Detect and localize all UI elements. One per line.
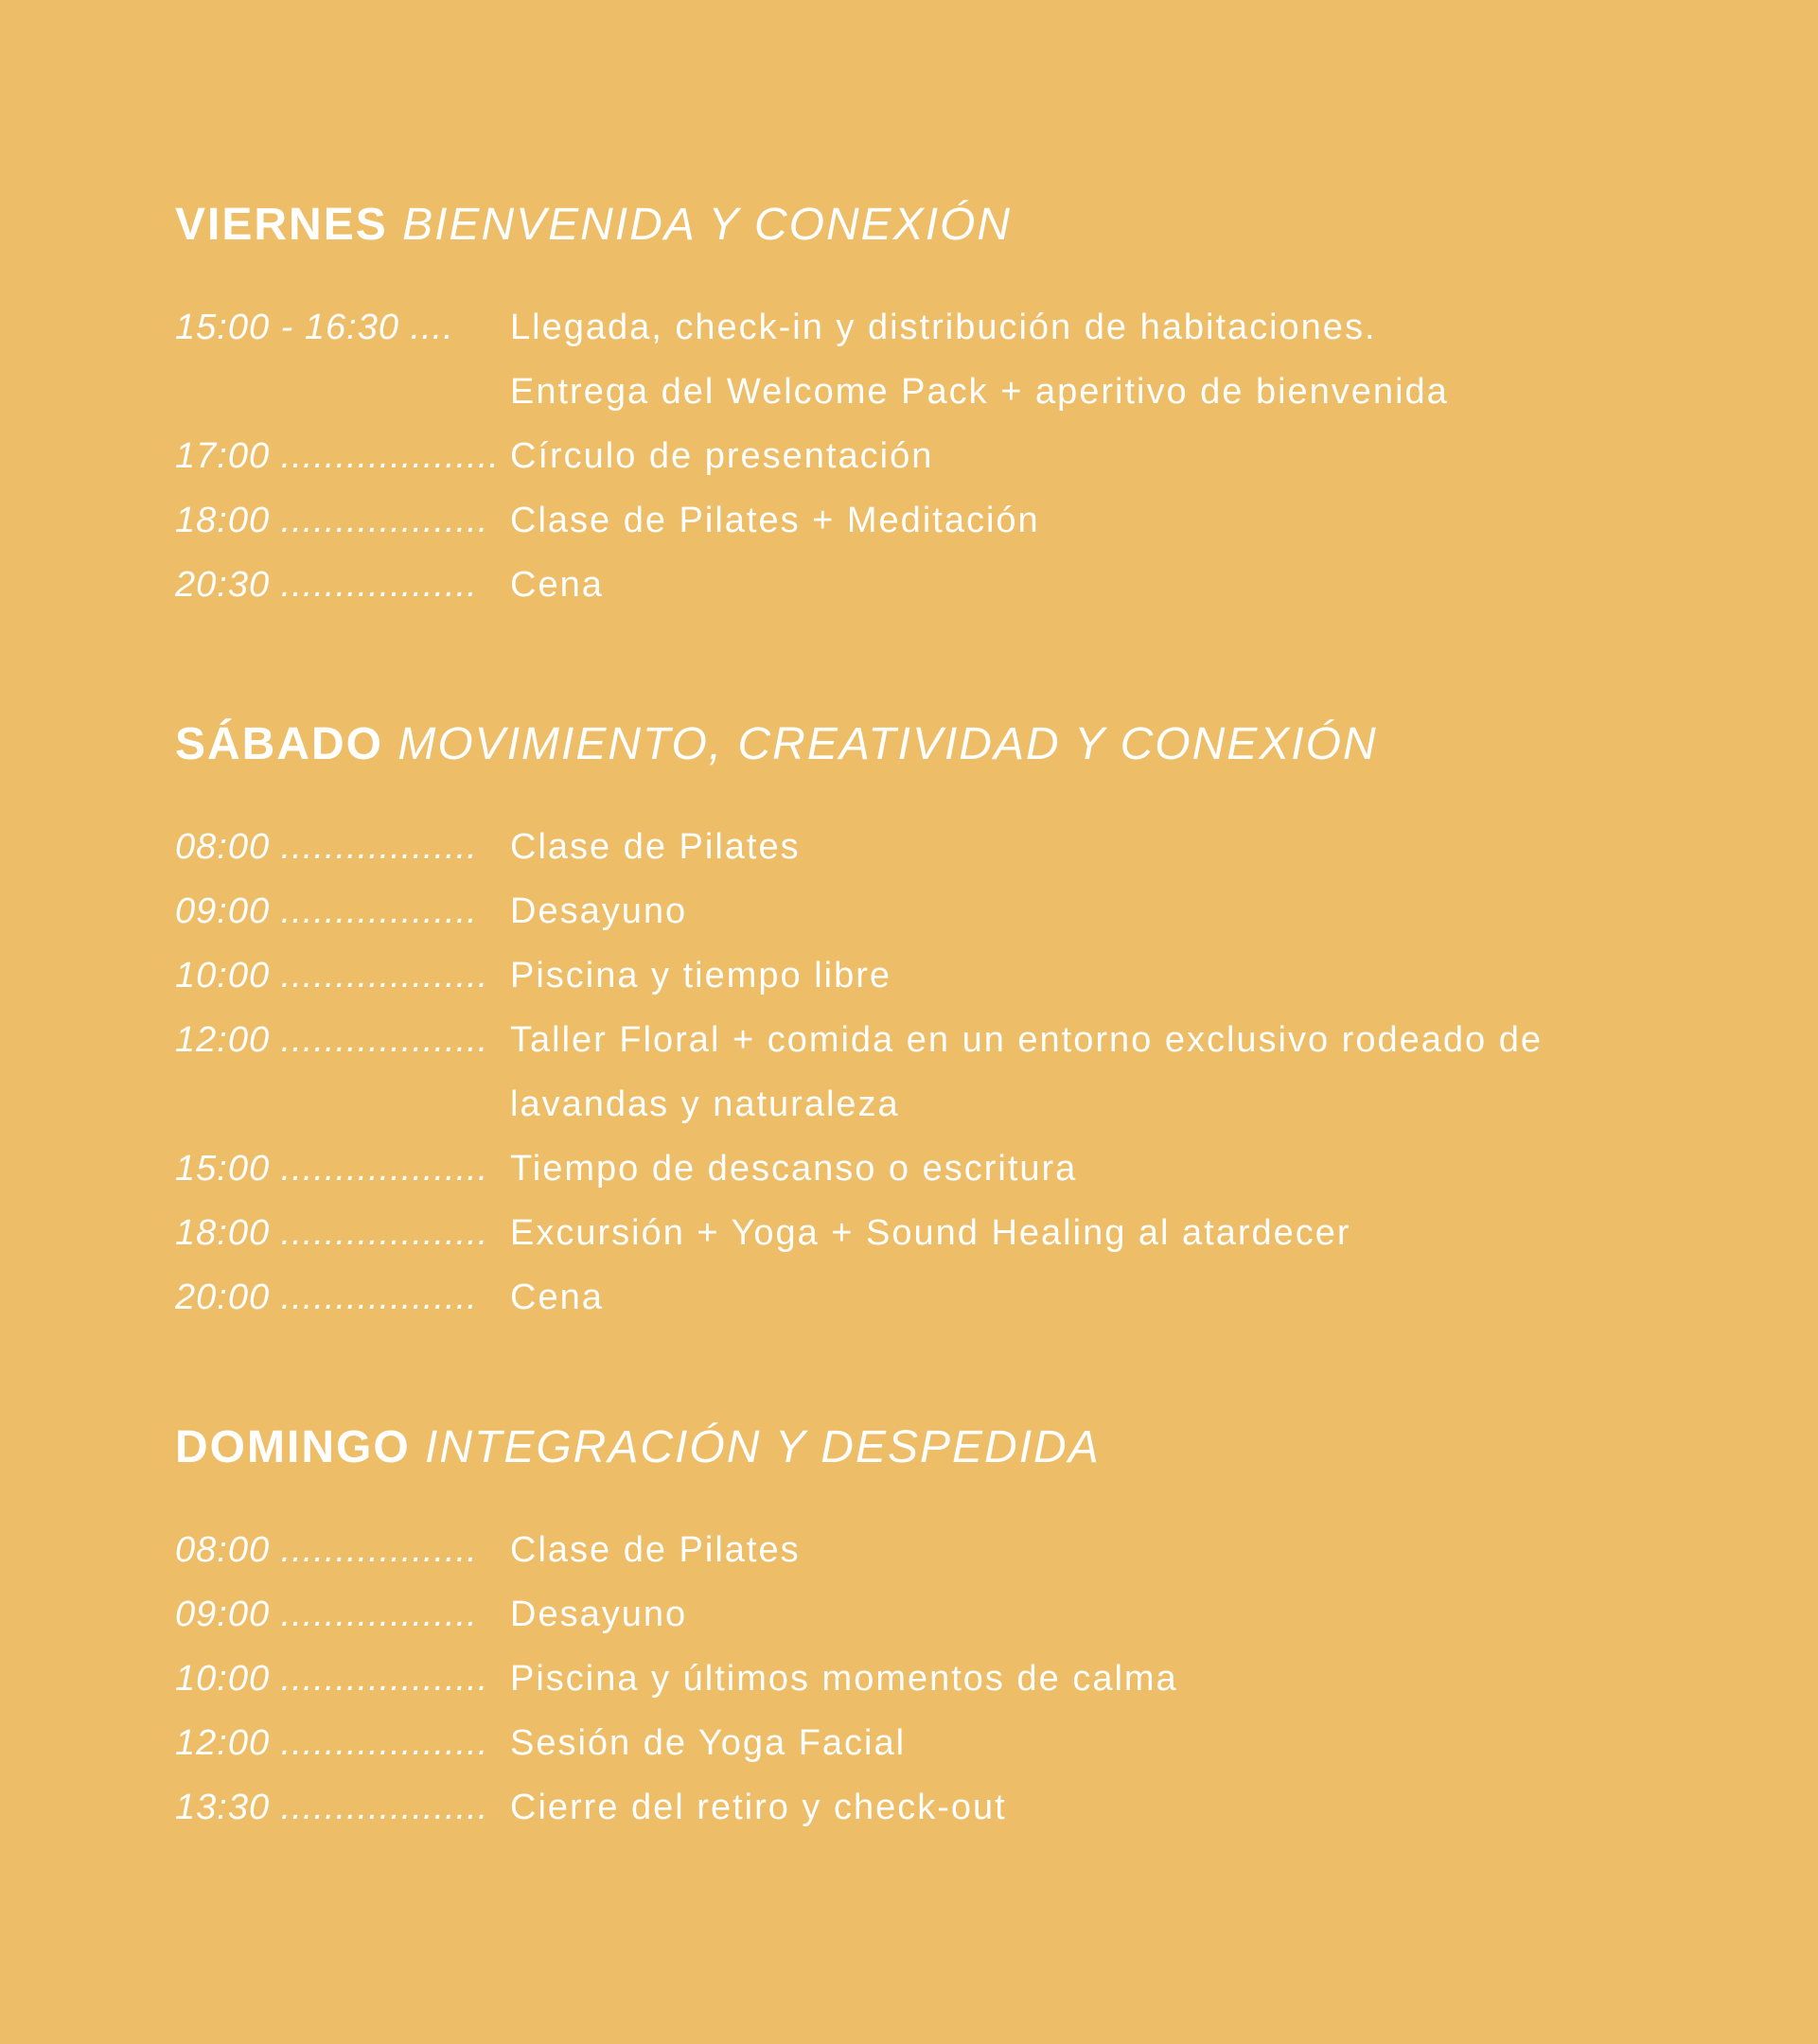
day-name: SÁBADO bbox=[175, 719, 384, 769]
day-section-saturday bbox=[175, 716, 1708, 1330]
schedule-row bbox=[175, 1201, 1708, 1265]
schedule-time: 09:00 .................. bbox=[175, 891, 478, 931]
schedule-row bbox=[175, 488, 1708, 553]
schedule-time: 12:00 ................... bbox=[175, 1020, 489, 1060]
day-theme: BIENVENIDA Y CONEXIÓN bbox=[402, 200, 1013, 250]
schedule-activity: Sesión de Yoga Facial bbox=[510, 1723, 907, 1763]
schedule-activity: Clase de Pilates bbox=[510, 1530, 801, 1570]
schedule-list bbox=[175, 815, 1708, 1330]
schedule-time: 10:00 ................... bbox=[175, 1659, 489, 1699]
schedule-activity: Cena bbox=[510, 1278, 604, 1317]
schedule-activity: Desayuno bbox=[510, 891, 688, 931]
schedule-time: 20:00 .................. bbox=[175, 1278, 478, 1317]
schedule-activity: Piscina y últimos momentos de calma bbox=[510, 1659, 1178, 1699]
schedule-row bbox=[175, 1582, 1708, 1647]
schedule-time: 08:00 .................. bbox=[175, 827, 478, 867]
schedule-time: 09:00 .................. bbox=[175, 1595, 478, 1634]
schedule-time: 12:00 ................... bbox=[175, 1723, 489, 1763]
schedule-row bbox=[175, 295, 1708, 424]
schedule-activity: Excursión + Yoga + Sound Healing al atardecer bbox=[510, 1213, 1351, 1253]
schedule-time: 20:30 .................. bbox=[175, 565, 478, 605]
schedule-activity: Clase de Pilates + Meditación bbox=[510, 501, 1040, 540]
schedule-activity: Taller Floral + comida en un entorno exclusivo rodeado de lavandas y naturaleza bbox=[510, 1020, 1543, 1124]
day-heading bbox=[175, 716, 1708, 773]
schedule-row bbox=[175, 943, 1708, 1008]
day-name: VIERNES bbox=[175, 200, 388, 250]
schedule-list bbox=[175, 1518, 1708, 1840]
schedule-row bbox=[175, 1711, 1708, 1775]
schedule-row bbox=[175, 879, 1708, 943]
schedule-list bbox=[175, 295, 1708, 617]
schedule-activity: Círculo de presentación bbox=[510, 436, 934, 476]
schedule-activity: Cierre del retiro y check-out bbox=[510, 1788, 1007, 1827]
day-theme: MOVIMIENTO, CREATIVIDAD Y CONEXIÓN bbox=[397, 719, 1378, 769]
schedule-row bbox=[175, 1008, 1708, 1137]
schedule-row bbox=[175, 815, 1708, 879]
schedule-row bbox=[175, 1775, 1708, 1840]
schedule-time: 18:00 ................... bbox=[175, 501, 489, 540]
schedule-row bbox=[175, 553, 1708, 617]
day-section-friday bbox=[175, 197, 1708, 617]
schedule-time: 15:00 - 16:30 .... bbox=[175, 308, 454, 347]
day-heading bbox=[175, 197, 1708, 254]
schedule-activity: Llegada, check-in y distribución de habitaciones. Entrega del Welcome Pack + aperitivo de bienvenida bbox=[510, 308, 1449, 412]
schedule-time: 15:00 ................... bbox=[175, 1149, 489, 1189]
schedule-row bbox=[175, 424, 1708, 488]
schedule-activity: Tiempo de descanso o escritura bbox=[510, 1149, 1078, 1189]
day-section-sunday bbox=[175, 1419, 1708, 1840]
schedule-time: 13:30 ................... bbox=[175, 1788, 489, 1827]
schedule-activity: Piscina y tiempo libre bbox=[510, 956, 892, 996]
schedule-time: 17:00 .................... bbox=[175, 436, 500, 476]
day-theme: INTEGRACIÓN Y DESPEDIDA bbox=[425, 1422, 1101, 1472]
schedule-time: 08:00 .................. bbox=[175, 1530, 478, 1570]
day-heading bbox=[175, 1419, 1708, 1476]
schedule-row bbox=[175, 1647, 1708, 1711]
schedule-row bbox=[175, 1518, 1708, 1582]
schedule-activity: Cena bbox=[510, 565, 604, 605]
schedule-time: 18:00 ................... bbox=[175, 1213, 489, 1253]
day-name: DOMINGO bbox=[175, 1422, 411, 1472]
schedule-time: 10:00 ................... bbox=[175, 956, 489, 996]
schedule-row bbox=[175, 1137, 1708, 1201]
schedule-activity: Clase de Pilates bbox=[510, 827, 801, 867]
schedule-activity: Desayuno bbox=[510, 1595, 688, 1634]
schedule-row bbox=[175, 1265, 1708, 1330]
